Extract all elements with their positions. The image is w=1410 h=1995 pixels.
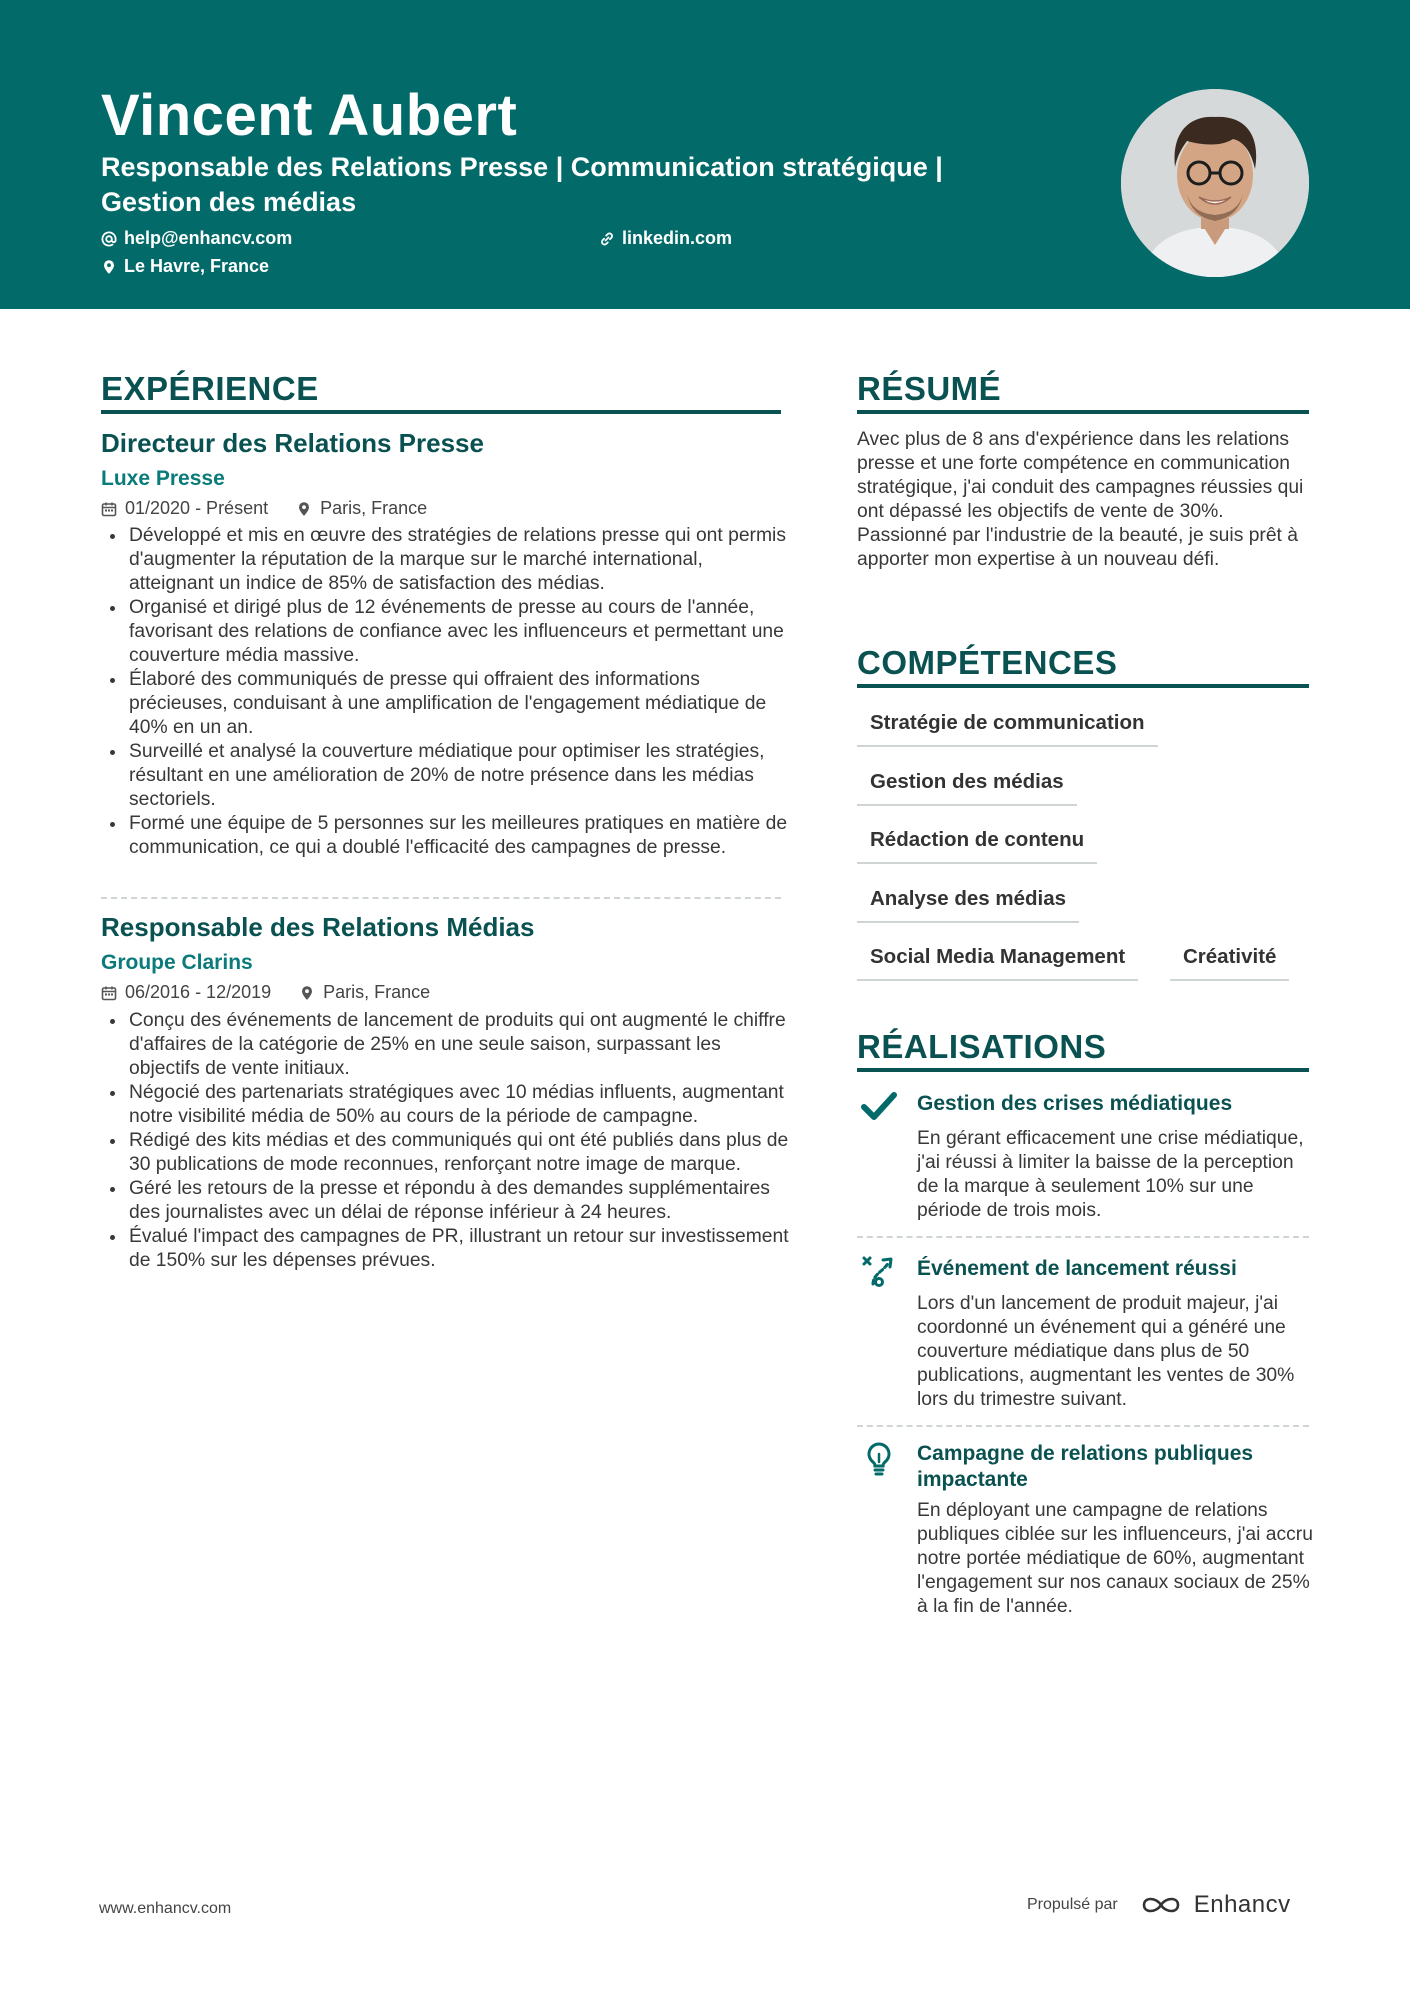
header-banner <box>0 0 1410 309</box>
brand-logo <box>1138 1891 1291 1919</box>
footer-website[interactable]: www.enhancv.com <box>99 1900 232 1917</box>
job-bullet: Élaboré des communiqués de presse qui offraient des informations précieuses, conduisant à une amplification de l'engagement médiatique de 40% en un an. <box>101 668 791 740</box>
achievement-text: En déployant une campagne de relations publiques ciblée sur les influenceurs, j'ai accru notre portée médiatique de 60%, augmentant l'engagement sur nos canaux sociaux de 25% à la fin de l'année. <box>917 1500 1313 1617</box>
company-2: Groupe Clarins <box>101 951 253 974</box>
job-location-2: Paris, France <box>323 982 431 1002</box>
location-pin-icon <box>101 259 117 275</box>
skill-tag: Analyse des médias <box>857 887 1079 923</box>
contact-location <box>101 256 269 277</box>
skills-rule <box>857 684 1309 688</box>
achievements-rule <box>857 1068 1309 1072</box>
footer-branding <box>1027 1891 1291 1919</box>
check-icon <box>859 1086 899 1126</box>
brand-name: Enhancv <box>1193 1891 1291 1918</box>
achievement-text: Lors d'un lancement de produit majeur, j'ai coordonné un événement qui a généré une couverture médiatique dans plus de 50 publications, augmentant les ventes de 30% lors du trimestre suivant. <box>917 1293 1295 1410</box>
calendar-icon <box>101 501 117 517</box>
contact-linkedin[interactable] <box>599 228 732 249</box>
job-divider <box>101 897 781 899</box>
achievement-text: En gérant efficacement une crise médiatique, j'ai réussi à limiter la baisse de la perception de la marque à seulement 10% sur une période de trois mois. <box>917 1128 1304 1221</box>
achievement-divider <box>857 1425 1309 1427</box>
email-text: help@enhancv.com <box>124 228 293 248</box>
skill-tag: Rédaction de contenu <box>857 828 1097 864</box>
experience-rule <box>101 410 781 414</box>
job-bullet: Négocié des partenariats stratégiques avec 10 médias influents, augmentant notre visibilité média de 50% au cours de la période de campagne. <box>101 1081 791 1129</box>
skill-tag: Gestion des médias <box>857 770 1077 806</box>
infinity-logo-icon <box>1138 1893 1184 1917</box>
job-title-2: Responsable des Relations Médias <box>101 912 535 942</box>
powered-by-text: Propulsé par <box>1027 1896 1118 1913</box>
job-bullet: Développé et mis en œuvre des stratégies de relations presse qui ont permis d'augmenter la réputation de la marque sur le marché international, atteignant un indice de 85% de satisfaction des médias. <box>101 524 791 596</box>
contact-email[interactable] <box>101 228 292 249</box>
job-bullets-1 <box>101 524 791 860</box>
job-bullet: Surveillé et analysé la couverture médiatique pour optimiser les stratégies, résultant en une amélioration de 20% de notre présence dans les médias sectoriels. <box>101 740 791 812</box>
portrait-illustration <box>1121 89 1309 277</box>
skills-heading: COMPÉTENCES <box>857 644 1118 681</box>
job-bullet: Conçu des événements de lancement de produits qui ont augmenté le chiffre d'affaires de la catégorie de 25% en une seule saison, surpassant les objectifs de vente initiaux. <box>101 1009 791 1081</box>
job-bullet: Évalué l'impact des campagnes de PR, illustrant un retour sur investissement de 150% sur les dépenses prévues. <box>101 1225 791 1273</box>
profile-photo <box>1121 89 1309 277</box>
achievement-title: Gestion des crises médiatiques <box>917 1092 1233 1115</box>
job-bullet: Géré les retours de la presse et répondu à des demandes supplémentaires des journalistes avec un délai de réponse inférieur à 24 heures. <box>101 1177 791 1225</box>
candidate-title: Responsable des Relations Presse | Communication stratégique | Gestion des médias <box>101 152 943 217</box>
job-bullet: Formé une équipe de 5 personnes sur les meilleures pratiques en matière de communication, ce qui a doublé l'efficacité des campagnes de presse. <box>101 812 791 860</box>
job-bullet: Rédigé des kits médias et des communiqués qui ont été publiés dans plus de 30 publications de mode reconnues, renforçant notre image de marque. <box>101 1129 791 1177</box>
job-meta-2 <box>101 982 430 1003</box>
experience-heading: EXPÉRIENCE <box>101 370 319 407</box>
job-dates-2: 06/2016 - 12/2019 <box>125 982 272 1002</box>
skill-tag: Social Media Management <box>857 945 1138 981</box>
location-pin-icon <box>299 985 315 1001</box>
job-bullets-2 <box>101 1009 791 1273</box>
company-1: Luxe Presse <box>101 467 225 490</box>
job-location-1: Paris, France <box>320 498 428 518</box>
job-bullet: Organisé et dirigé plus de 12 événements de presse au cours de l'année, favorisant des relations de confiance avec les influenceurs et permettant une couverture média massive. <box>101 596 791 668</box>
summary-text: Avec plus de 8 ans d'expérience dans les relations presse et une forte compétence en communication stratégique, j'ai conduit des campagnes réussies qui ont dépassé les objectifs de vente de 30%. Passionné par l'industrie de la beauté, je suis prêt à apporter mon expertise à un nouveau défi. <box>857 429 1304 570</box>
job-dates-1: 01/2020 - Présent <box>125 498 269 518</box>
achievement-title: Campagne de relations publiques impactante <box>917 1442 1254 1491</box>
lightbulb-icon <box>859 1440 899 1480</box>
skill-tag: Stratégie de communication <box>857 711 1158 747</box>
calendar-icon <box>101 985 117 1001</box>
link-icon <box>599 231 615 247</box>
at-icon <box>101 231 117 247</box>
summary-rule <box>857 410 1309 414</box>
candidate-name: Vincent Aubert <box>101 83 518 148</box>
achievements-heading: RÉALISATIONS <box>857 1028 1107 1065</box>
skill-tag: Créativité <box>1170 945 1289 981</box>
job-meta-1 <box>101 498 427 519</box>
job-title-1: Directeur des Relations Presse <box>101 428 484 458</box>
achievement-divider <box>857 1236 1309 1238</box>
location-pin-icon <box>296 501 312 517</box>
location-text: Le Havre, France <box>124 256 270 276</box>
linkedin-text: linkedin.com <box>622 228 733 248</box>
summary-heading: RÉSUMÉ <box>857 370 1002 407</box>
strategy-icon <box>859 1250 899 1290</box>
achievement-title: Événement de lancement réussi <box>917 1257 1237 1280</box>
